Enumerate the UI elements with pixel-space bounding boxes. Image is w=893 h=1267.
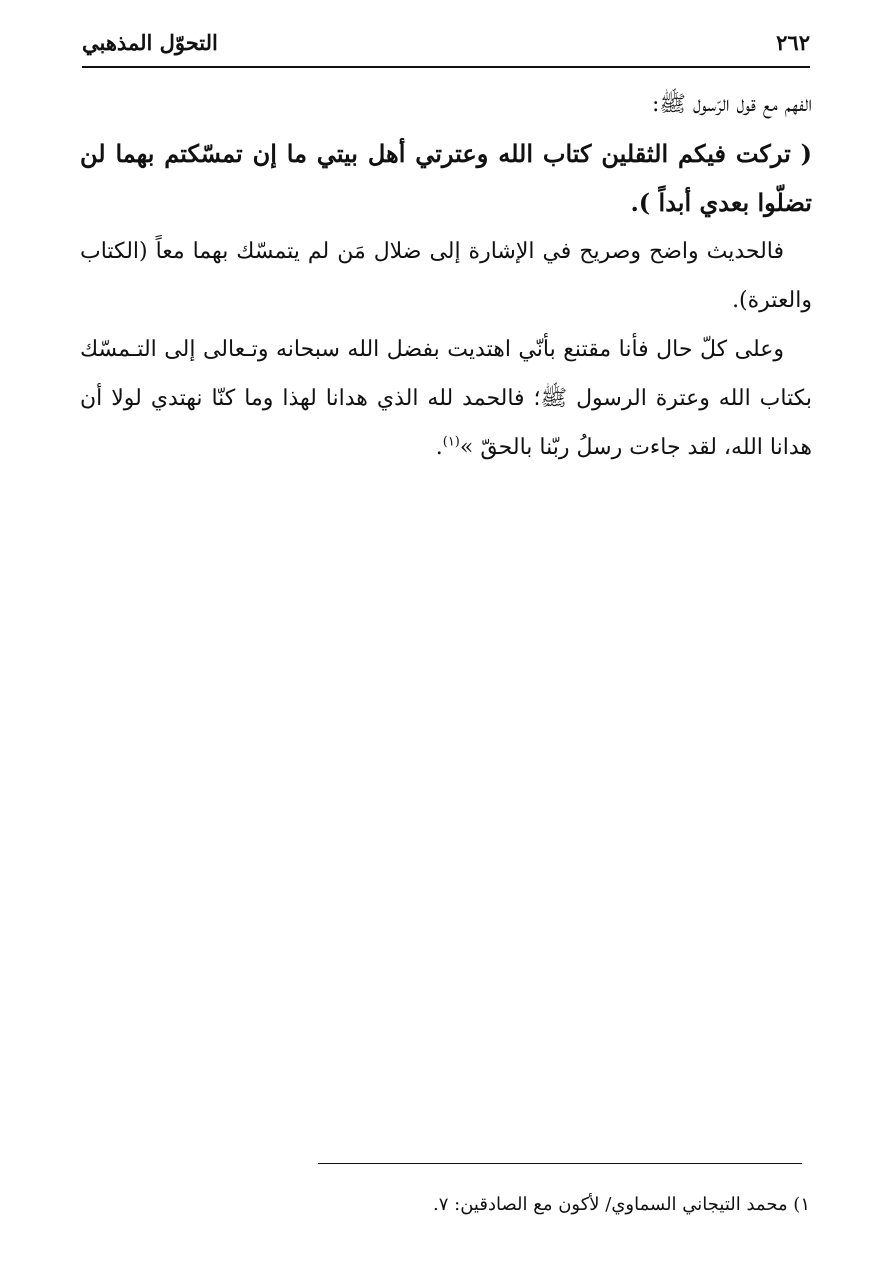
paragraph-2-end: . — [435, 435, 443, 460]
paragraph-1: فالحديث واضح وصريح في الإشارة إلى ضلال مَن لم يتمسّك بهما معاً (الكتاب والعترة). — [80, 239, 812, 313]
running-title: التحوّل المذهبي — [82, 30, 218, 55]
hadith-quote: ( تركت فيكم الثقلين كتاب الله وعترتي أهل بيتي ما إن تمسّكتم بهما لن تضلّوا بعدي أبداً ). — [80, 139, 812, 217]
page-number: ٢٦٢ — [776, 30, 810, 55]
header-rule — [82, 66, 810, 68]
intro-line: الفهم مع قول الرّسول ﷺ: — [651, 92, 812, 117]
page-header — [82, 30, 810, 64]
paragraph-2-text: وعلى كلّ حال فأنا مقتنع بأنّي اهتديت بفضل الله سبحانه وتـعالى إلى التـمسّك بكتاب الله وعترة الرسول ﷺ؛ فالحمد لله الذي هدانا لهذا وما كنّا نهتدي لولا أن هدانا الله، لقد جاءت رسلُ ربّنا بالحقّ » — [80, 337, 812, 460]
footnote-rule — [318, 1163, 802, 1164]
paragraph-2 — [80, 325, 812, 472]
footnote: ١) محمد التيجاني السماوي/ لأكون مع الصادقين: ٧. — [433, 1194, 810, 1215]
body-text — [80, 80, 812, 472]
footnote-reference[interactable]: (١) — [442, 434, 460, 450]
